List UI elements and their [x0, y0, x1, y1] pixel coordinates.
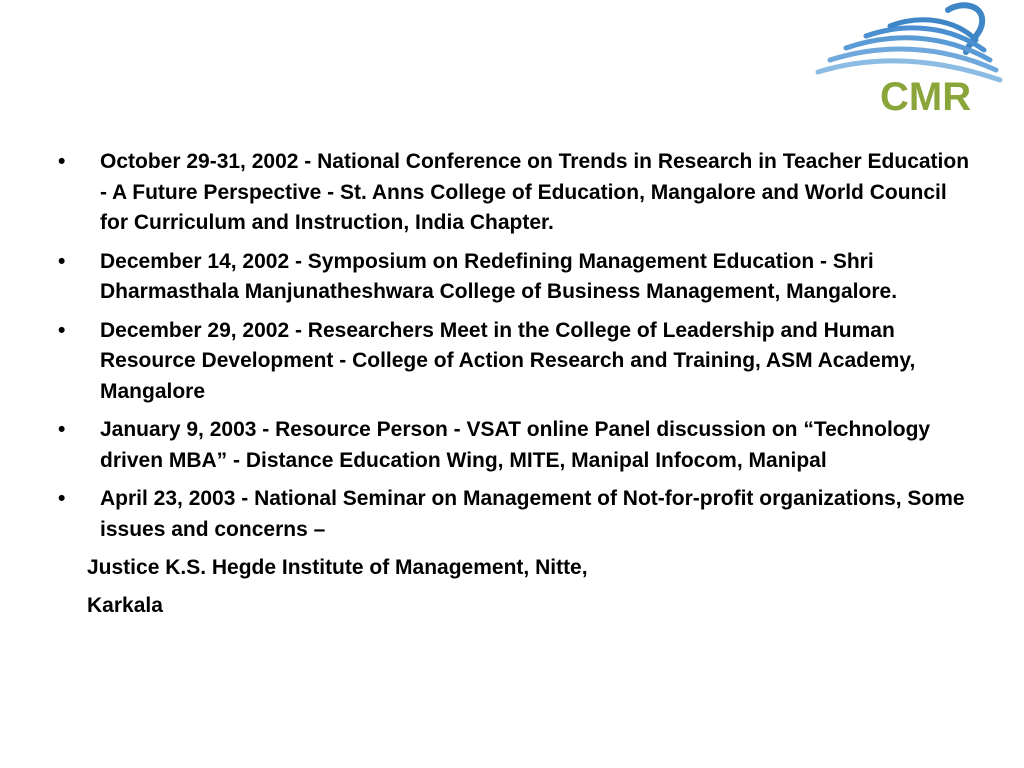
bullet-icon: •: [58, 487, 66, 510]
cmr-logo: [810, 0, 1024, 120]
slide-body: [54, 147, 974, 621]
list-item: [54, 147, 974, 239]
list-item-text: December 14, 2002 - Symposium on Redefining Management Education - Shri Dharmasthala Manjunatheshwara College of Business Management, Mangalore.: [100, 249, 898, 303]
list-item: [54, 247, 974, 308]
list-item-text: October 29-31, 2002 - National Conference on Trends in Research in Teacher Education - A Future Perspective - St. Anns College of Education, Mangalore and World Council for Curriculum and Instruction, India Chapter.: [100, 150, 970, 234]
continuation-line: Karkala: [87, 593, 163, 617]
cmr-swan-logo-icon: [810, 0, 1024, 120]
continuation-line: Justice K.S. Hegde Institute of Management, Nitte,: [87, 556, 588, 579]
bullet-list: [54, 147, 974, 545]
bullet-icon: •: [58, 318, 66, 342]
list-item: [54, 415, 974, 476]
bullet-icon: •: [58, 249, 66, 273]
list-item: [54, 316, 974, 408]
list-item-text: April 23, 2003 - National Seminar on Management of Not-for-profit organizations, Some issues and concerns –: [100, 487, 965, 541]
bullet-icon: •: [58, 418, 66, 441]
bullet-icon: •: [58, 150, 66, 173]
list-item: [54, 484, 974, 545]
list-item-text: January 9, 2003 - Resource Person - VSAT online Panel discussion on “Technology driven MBA” - Distance Education Wing, MITE, Manipal Infocom, Manipal: [100, 418, 931, 472]
list-item-text: December 29, 2002 - Researchers Meet in the College of Leadership and Human Resource Development - College of Action Research and Training, ASM Academy, Mangalore: [100, 318, 916, 403]
logo-text: CMR: [880, 75, 972, 119]
